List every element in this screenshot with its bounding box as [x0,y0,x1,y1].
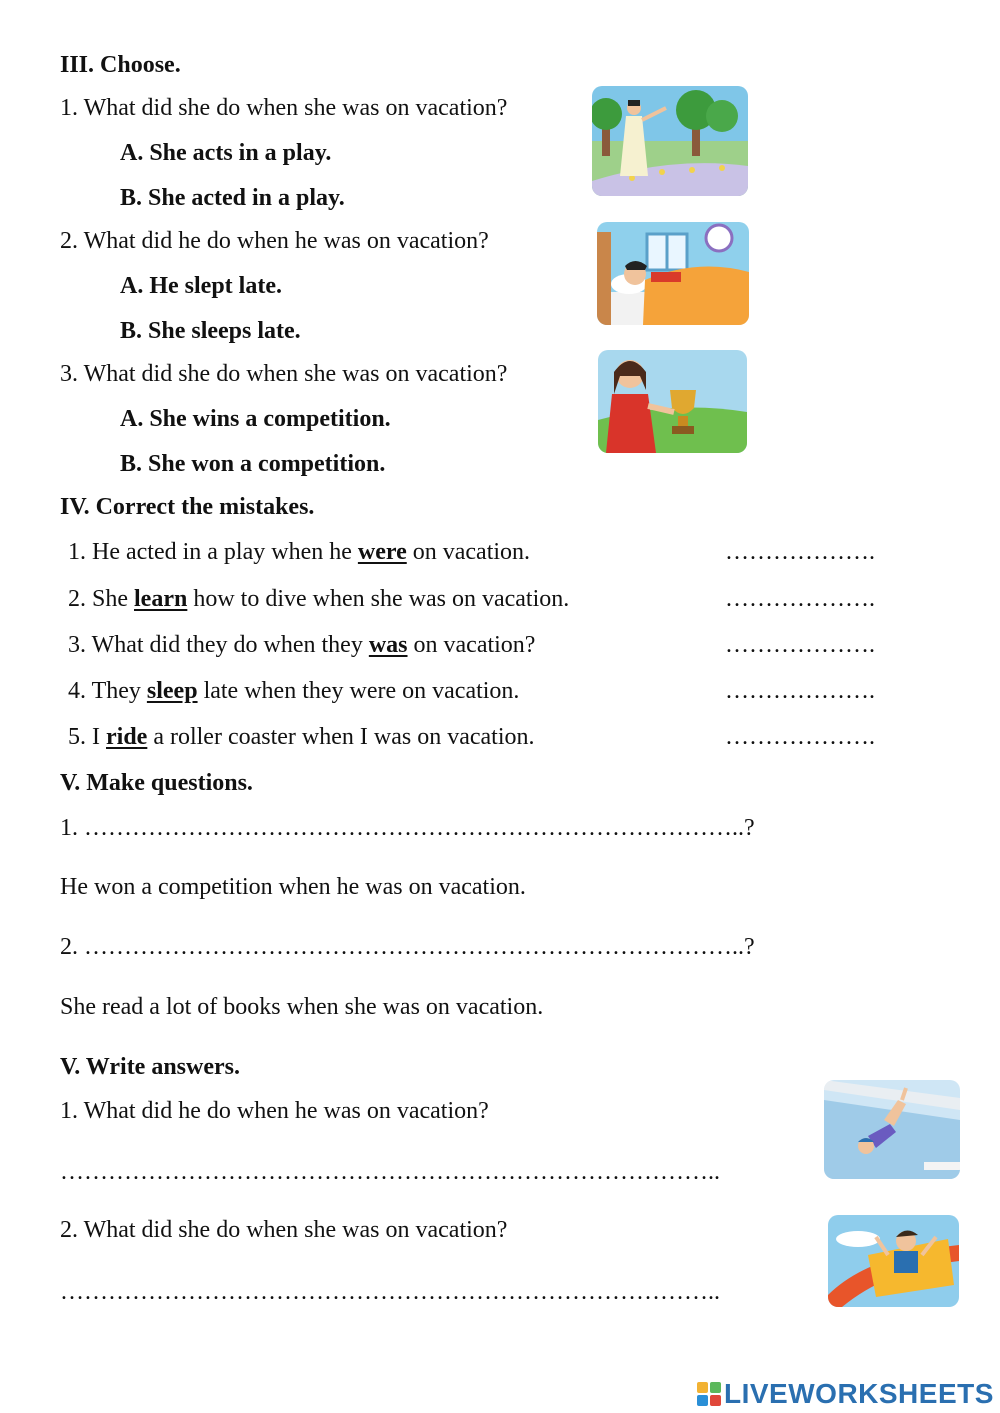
mistake-item-4: 4. They sleep late when they were on vacation. [68,678,520,704]
question-blank-1[interactable]: 1. ………………………………………………………………………..? [60,815,755,841]
winning-competition-image [598,350,747,453]
sleeping-late-image [597,222,749,325]
option-2b[interactable]: B. She sleeps late. [120,318,301,344]
roller-coaster-image [828,1215,959,1307]
mistake-item-3: 3. What did they do when they was on vacation? [68,632,536,658]
answer-blank-5[interactable]: ………………. [725,724,875,750]
given-answer-2: She read a lot of books when she was on vacation. [60,994,544,1020]
logo-text: LIVEWORKSHEETS [724,1378,994,1409]
acting-play-image [592,86,748,196]
answer-blank-2[interactable]: ………………. [725,586,875,612]
answer-line-2[interactable]: ……………………………………………………………………….. [60,1279,720,1305]
mistake-item-2: 2. She learn how to dive when she was on vacation. [68,586,570,612]
mistake-item-1: 1. He acted in a play when he were on vacation. [68,539,531,565]
diving-image [824,1080,960,1179]
given-answer-1: He won a competition when he was on vacation. [60,874,526,900]
answer-blank-1[interactable]: ………………. [725,539,875,565]
section-3-title: III. Choose. [60,52,181,78]
liveworksheets-logo [697,1378,994,1410]
logo-mark-icon [697,1382,721,1406]
question-3: 3. What did she do when she was on vacation? [60,361,508,387]
section-6-title: V. Write answers. [60,1054,240,1080]
question-blank-2[interactable]: 2. ………………………………………………………………………..? [60,934,755,960]
option-3b[interactable]: B. She won a competition. [120,451,386,477]
write-question-1: 1. What did he do when he was on vacation? [60,1098,489,1124]
section-4-title: IV. Correct the mistakes. [60,494,315,520]
answer-blank-3[interactable]: ………………. [725,632,875,658]
answer-blank-4[interactable]: ………………. [725,678,875,704]
mistake-item-5: 5. I ride a roller coaster when I was on vacation. [68,724,535,750]
option-1a[interactable]: A. She acts in a play. [120,140,332,166]
question-1: 1. What did she do when she was on vacation? [60,95,508,121]
option-3a[interactable]: A. She wins a competition. [120,406,391,432]
write-question-2: 2. What did she do when she was on vacation? [60,1217,508,1243]
option-2a[interactable]: A. He slept late. [120,273,282,299]
answer-line-1[interactable]: ……………………………………………………………………….. [60,1159,720,1185]
section-5-title: V. Make questions. [60,770,253,796]
question-2: 2. What did he do when he was on vacation? [60,228,489,254]
option-1b[interactable]: B. She acted in a play. [120,185,345,211]
